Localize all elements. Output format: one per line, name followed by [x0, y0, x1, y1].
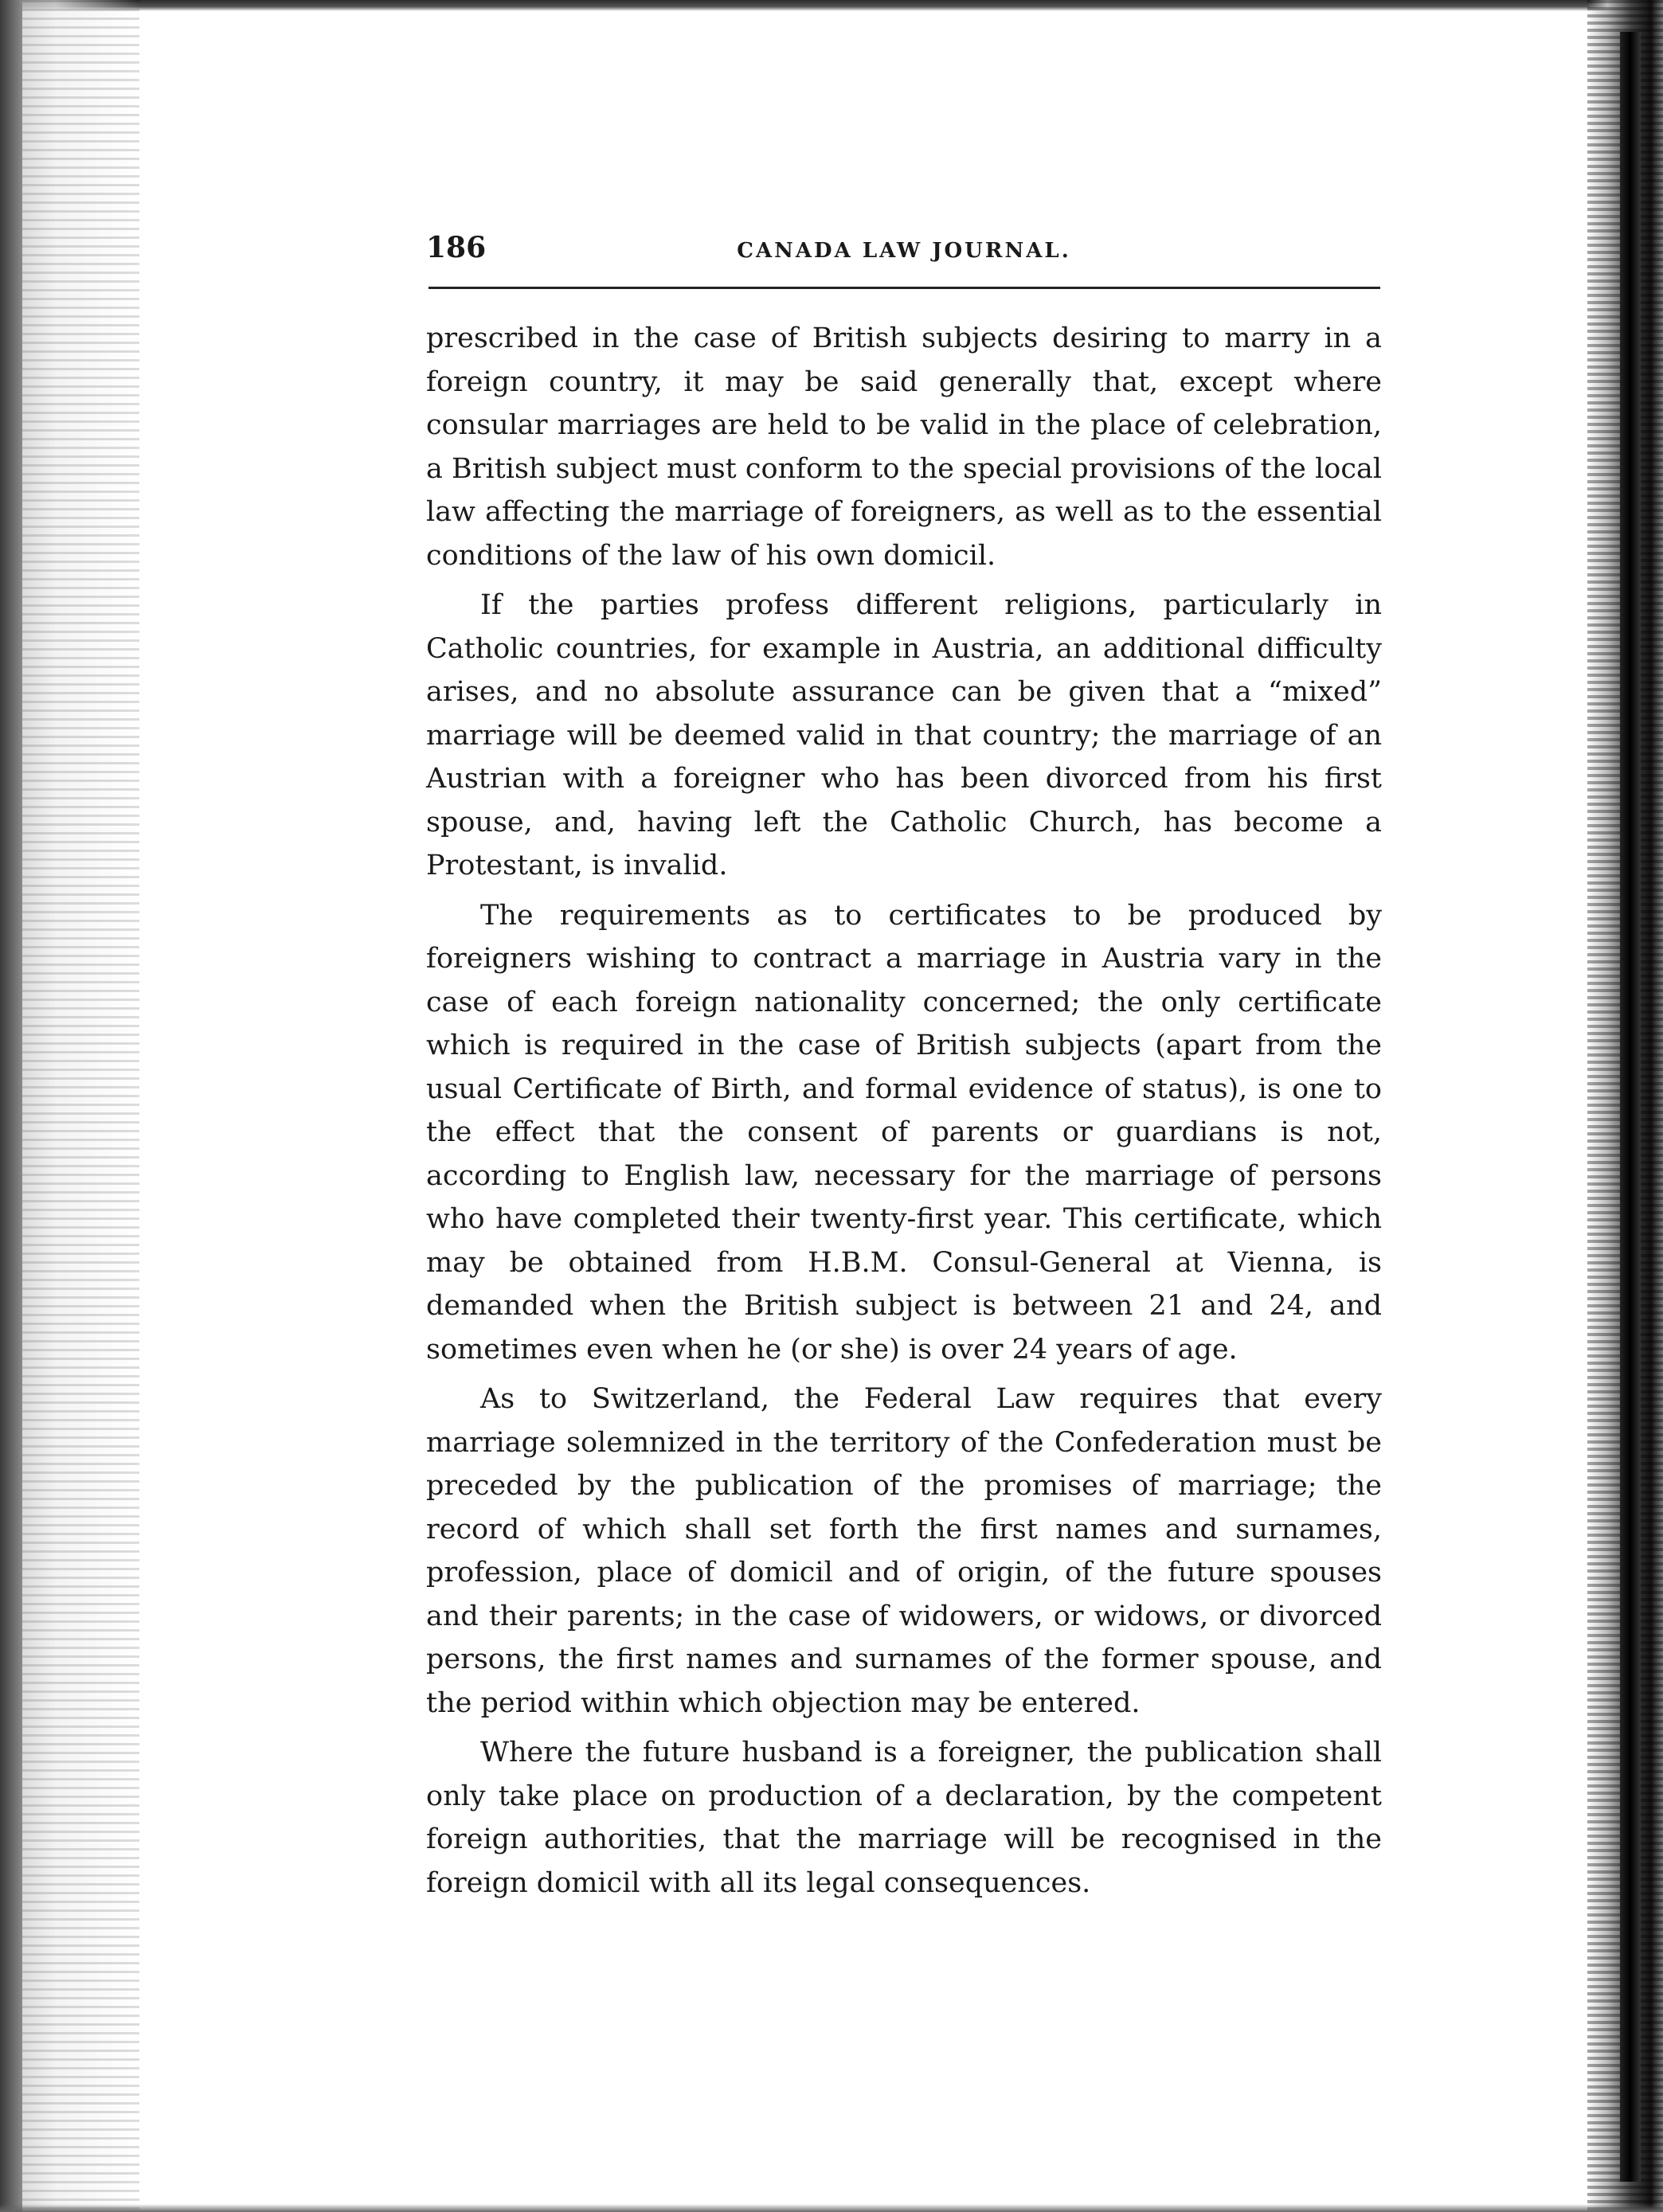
scan-edge-top	[0, 0, 1663, 11]
paragraph-2: If the parties profess different religions, particularly in Catholic countries, for example in Austria, an additional difficulty arises, and no absolute assurance can be given that a “mixed” marriage will be deemed valid in that country; the marriage of an Austrian with a foreigner who has been divorced from his first spouse, and, having left the Catholic Church, has become a Protestant, is invalid.	[426, 589, 1382, 881]
running-title: CANADA LAW JOURNAL.	[737, 239, 1071, 263]
paragraph-4: As to Switzerland, the Federal Law requires that every marriage solemnized in the territory of the Confederation must be preceded by the publication of the promises of marriage; the record of which shall set forth the first names and surnames, profession, place of domicil and of origin, of the future spouses and their parents; in the case of widowers, or widows, or divorced persons, the first names and surnames of the former spouse, and the period within which objection may be entered.	[426, 1383, 1382, 1719]
scan-spine-shadow	[0, 0, 22, 2212]
paragraph-1: prescribed in the case of British subjects desiring to marry in a foreign country, it may be said generally that, except where consular marriages are held to be valid in the place of celebration, a British subject must conform to the special provisions of the local law affecting the marriage of foreigners, as well as to the essential conditions of the law of his own domicil.	[426, 322, 1382, 572]
paragraph-5: Where the future husband is a foreigner, the publication shall only take place on production of a declaration, by the competent foreign authorities, that the marriage will be recognised in the foreign domicil with all its legal consequences.	[426, 1737, 1382, 1899]
scan-binding-shadow	[1620, 32, 1641, 2182]
scan-edge-bottom	[0, 2204, 1663, 2212]
page-number: 186	[426, 231, 487, 264]
header-rule	[428, 287, 1380, 289]
page-header	[426, 231, 1382, 279]
paragraph-3: The requirements as to certificates to be produced by foreigners wishing to contract a marriage in Austria vary in the case of each foreign nationality concerned; the only certificate which is required in the case of British subjects (apart from the usual Certificate of Birth, and formal evidence of status), is one to the effect that the consent of parents or guardians is not, according to English law, necessary for the marriage of persons who have completed their twenty-first year. This certificate, which may be obtained from H.B.M. Consul-General at Vienna, is demanded when the British subject is between 21 and 24, and sometimes even when he (or she) is over 24 years of age.	[426, 899, 1382, 1366]
body-text	[426, 317, 1382, 1911]
